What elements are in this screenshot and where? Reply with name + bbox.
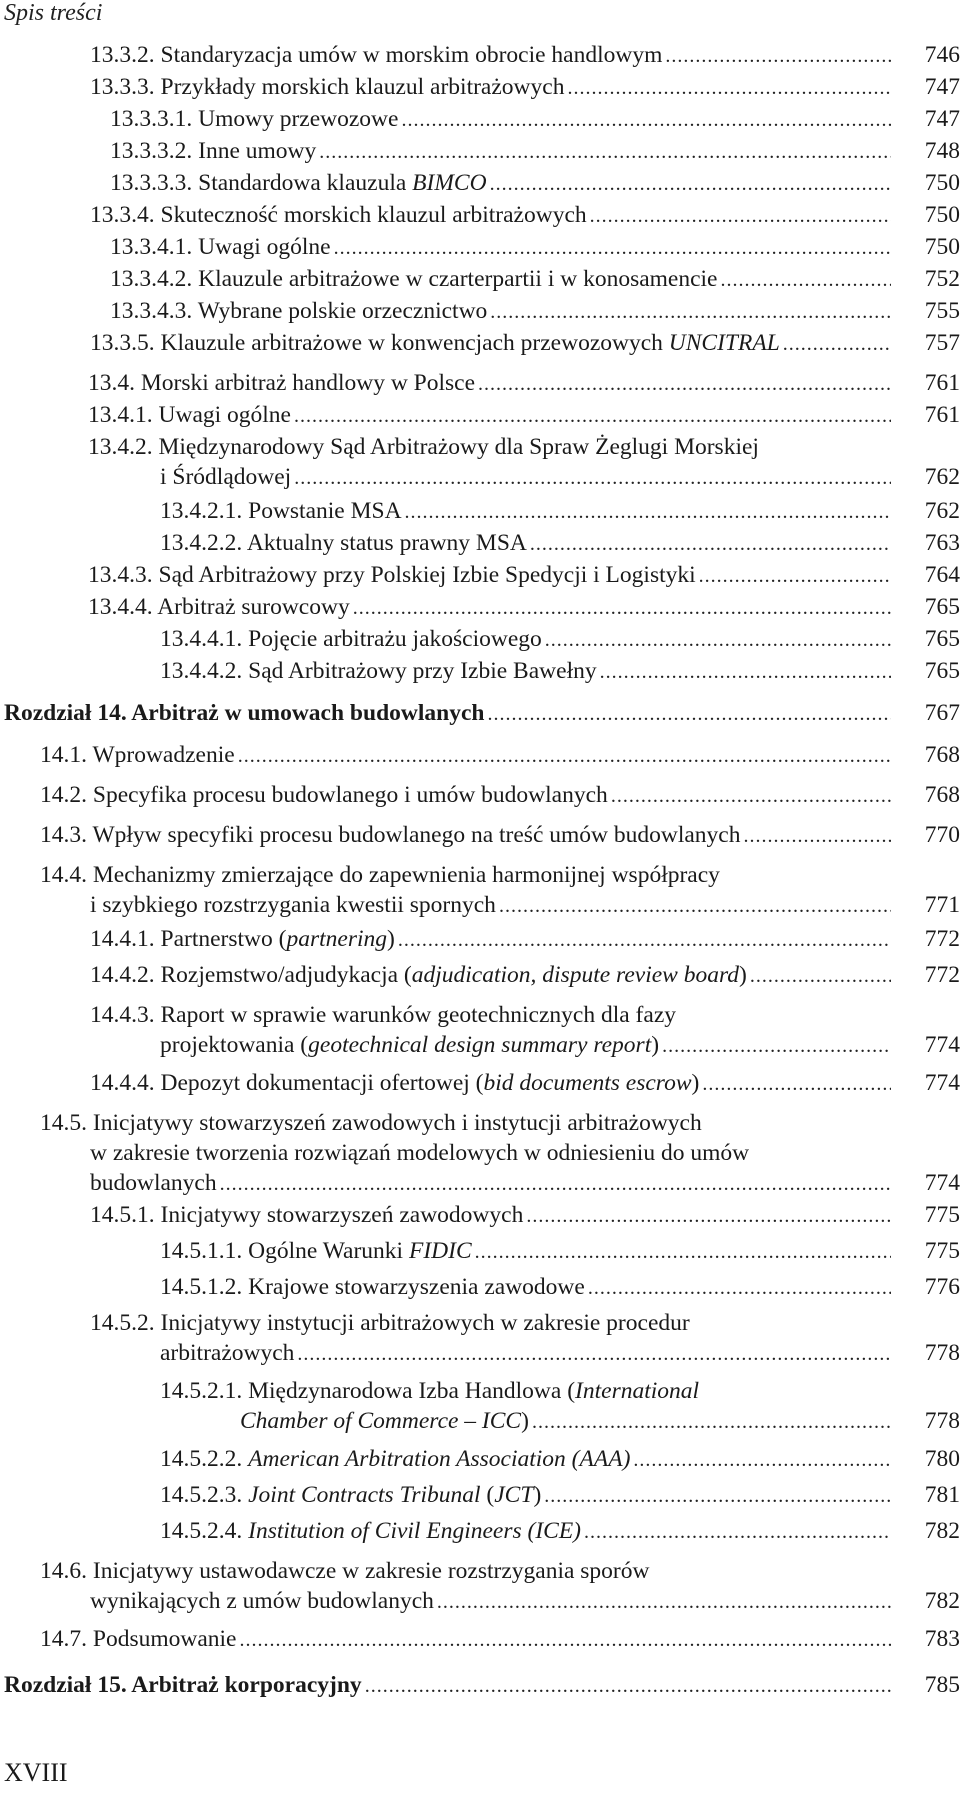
dot-leader <box>365 1671 891 1701</box>
toc-entry-title: Rozdział 15. Arbitraż korporacyjny <box>4 1672 362 1698</box>
running-header-title: Spis treści <box>4 0 103 26</box>
toc-entry-title: i szybkiego rozstrzygania kwestii spornych <box>90 892 496 918</box>
toc-page-number: 748 <box>924 138 960 164</box>
toc-page-number: 747 <box>924 106 960 132</box>
toc-entry-title: 13.3.3.1. Umowy przewozowe <box>110 106 399 132</box>
toc-entry-title: 13.3.3.3. Standardowa klauzula BIMCO <box>110 170 487 196</box>
dot-leader <box>665 41 891 71</box>
toc-page-number: 778 <box>924 1340 960 1366</box>
dot-leader <box>702 1069 891 1099</box>
dot-leader <box>783 329 891 359</box>
dot-leader <box>487 699 891 729</box>
toc-entry-title: 14.7. Podsumowanie <box>40 1626 237 1652</box>
dot-leader <box>475 1237 891 1267</box>
dot-leader <box>600 657 891 687</box>
toc-entry-title: 14.5.1. Inicjatywy stowarzyszeń zawodowych <box>90 1202 524 1228</box>
toc-entry-title: budowlanych <box>90 1170 217 1196</box>
toc-page-number: 765 <box>924 658 960 684</box>
toc-page-number: 776 <box>924 1274 960 1300</box>
dot-leader <box>590 201 891 231</box>
toc-page-number: 761 <box>924 402 960 428</box>
toc-entry-title: w zakresie tworzenia rozwiązań modelowych w odniesieniu do umów <box>90 1140 750 1166</box>
toc-entry-title: 13.4.2. Międzynarodowy Sąd Arbitrażowy dla Spraw Żeglugi Morskiej <box>88 434 759 460</box>
dot-leader <box>490 297 891 327</box>
dot-leader <box>401 105 891 135</box>
toc-entry-title: 14.4. Mechanizmy zmierzające do zapewnienia harmonijnej współpracy <box>40 862 720 888</box>
toc-entry-title: 13.4.2.1. Powstanie MSA <box>160 498 402 524</box>
dot-leader <box>545 625 891 655</box>
toc-entry-title: 14.5.2.1. Międzynarodowa Izba Handlowa (International <box>160 1378 700 1404</box>
toc-entry-title: 14.4.1. Partnerstwo (partnering) <box>90 926 395 952</box>
toc-entry-title: i Śródlądowej <box>160 464 292 490</box>
toc-page-number: 781 <box>924 1482 960 1508</box>
page-number: XVIII <box>4 1758 68 1787</box>
toc-page-number: 772 <box>924 926 960 952</box>
toc-page-number: 752 <box>924 266 960 292</box>
dot-leader <box>294 401 891 431</box>
toc-entry-title: 14.5.2.4. Institution of Civil Engineers (ICE) <box>160 1518 582 1544</box>
dot-leader <box>750 961 891 991</box>
toc-page-number: 746 <box>924 42 960 68</box>
toc-page-number: 782 <box>924 1588 960 1614</box>
dot-leader <box>662 1031 891 1061</box>
toc-entry-title: 14.4.2. Rozjemstwo/adjudykacja (adjudication, dispute review board) <box>90 962 747 988</box>
dot-leader <box>530 529 891 559</box>
toc-page-number: 762 <box>924 498 960 524</box>
toc-entry-title: 14.5.1.1. Ogólne Warunki FIDIC <box>160 1238 472 1264</box>
toc-entry-title: 13.3.3. Przykłady morskich klauzul arbitrażowych <box>90 74 565 100</box>
dot-leader <box>499 891 891 921</box>
dot-leader <box>353 593 891 623</box>
dot-leader <box>437 1587 891 1617</box>
toc-entry-title: 13.4.2.2. Aktualny status prawny MSA <box>160 530 527 556</box>
toc-entry-title: Chamber of Commerce – ICC) <box>240 1408 529 1434</box>
toc-entry-title: 14.1. Wprowadzenie <box>40 742 235 768</box>
toc-page-number: 785 <box>924 1672 960 1698</box>
dot-leader <box>611 781 891 811</box>
dot-leader <box>721 265 892 295</box>
dot-leader <box>220 1169 891 1199</box>
toc-page-number: 775 <box>924 1238 960 1264</box>
toc-entry-title: 14.5.1.2. Krajowe stowarzyszenia zawodowe <box>160 1274 585 1300</box>
dot-leader <box>532 1407 891 1437</box>
dot-leader <box>633 1445 891 1475</box>
dot-leader <box>544 1481 891 1511</box>
toc-entry-title: 14.5.2.3. Joint Contracts Tribunal (JCT) <box>160 1482 542 1508</box>
toc-page-number: 765 <box>924 626 960 652</box>
toc-page-number: 774 <box>924 1032 960 1058</box>
toc-entry-title: arbitrażowych <box>160 1340 295 1366</box>
dot-leader <box>405 497 891 527</box>
dot-leader <box>297 1339 891 1369</box>
toc-entry-title: 14.4.4. Depozyt dokumentacji ofertowej (bid documents escrow) <box>90 1070 700 1096</box>
toc-page-number: 774 <box>924 1070 960 1096</box>
toc-entry-title: wynikających z umów budowlanych <box>90 1588 434 1614</box>
dot-leader <box>490 169 891 199</box>
toc-page-number: 774 <box>924 1170 960 1196</box>
toc-page-number: 772 <box>924 962 960 988</box>
dot-leader <box>478 369 891 399</box>
dot-leader <box>398 925 891 955</box>
dot-leader <box>334 233 891 263</box>
toc-page-number: 782 <box>924 1518 960 1544</box>
toc-entry-title: 13.3.2. Standaryzacja umów w morskim obrocie handlowym <box>90 42 663 68</box>
dot-leader <box>319 137 891 167</box>
toc-page-number: 768 <box>924 782 960 808</box>
dot-leader <box>699 561 891 591</box>
toc-page-number: 768 <box>924 742 960 768</box>
toc-entry-title: 13.4. Morski arbitraż handlowy w Polsce <box>88 370 476 396</box>
toc-entry-title: projektowania (geotechnical design summary report) <box>160 1032 660 1058</box>
toc-page-number: 750 <box>924 170 960 196</box>
toc-entry-title: 14.2. Specyfika procesu budowlanego i umów budowlanych <box>40 782 608 808</box>
toc-entry-title: 13.4.4.1. Pojęcie arbitrażu jakościowego <box>160 626 542 652</box>
toc-page-number: 767 <box>924 700 960 726</box>
toc-entry-title: 14.3. Wpływ specyfiki procesu budowlanego na treść umów budowlanych <box>40 822 741 848</box>
toc-entry-title: 13.3.4.2. Klauzule arbitrażowe w czarterpartii i w konosamencie <box>110 266 718 292</box>
toc-entry-title: 13.3.3.2. Inne umowy <box>110 138 317 164</box>
toc-entry-title: 14.5.2.2. American Arbitration Association (AAA) <box>160 1446 631 1472</box>
dot-leader <box>588 1273 891 1303</box>
toc-page-number: 747 <box>924 74 960 100</box>
toc-entry-title: 14.5.2. Inicjatywy instytucji arbitrażowych w zakresie procedur <box>90 1310 690 1336</box>
toc-page-number: 771 <box>924 892 960 918</box>
toc-entry-title: 14.4.3. Raport w sprawie warunków geotechnicznych dla fazy <box>90 1002 676 1028</box>
dot-leader <box>744 821 892 851</box>
toc-page-number: 764 <box>924 562 960 588</box>
toc-entry-title: 13.4.3. Sąd Arbitrażowy przy Polskiej Izbie Spedycji i Logistyki <box>88 562 696 588</box>
toc-entry-title: Rozdział 14. Arbitraż w umowach budowlanych <box>4 700 485 726</box>
toc-entry-title: 13.3.4.1. Uwagi ogólne <box>110 234 331 260</box>
toc-entry-title: 13.4.1. Uwagi ogólne <box>88 402 291 428</box>
toc-entry-title: 13.3.5. Klauzule arbitrażowe w konwencjach przewozowych UNCITRAL <box>90 330 780 356</box>
toc-page-number: 783 <box>924 1626 960 1652</box>
toc-page-number: 775 <box>924 1202 960 1228</box>
dot-leader <box>584 1517 891 1547</box>
toc-entry-title: 14.6. Inicjatywy ustawodawcze w zakresie rozstrzygania sporów <box>40 1558 650 1584</box>
dot-leader <box>567 73 891 103</box>
toc-page-number: 763 <box>924 530 960 556</box>
toc-entry-title: 13.4.4. Arbitraż surowcowy <box>88 594 350 620</box>
toc-page-number: 761 <box>924 370 960 396</box>
toc-entry-title: 13.3.4. Skuteczność morskich klauzul arbitrażowych <box>90 202 587 228</box>
toc-page-number: 750 <box>924 202 960 228</box>
toc-page-number: 750 <box>924 234 960 260</box>
dot-leader <box>294 463 891 493</box>
toc-page-number: 780 <box>924 1446 960 1472</box>
toc-page-number: 778 <box>924 1408 960 1434</box>
dot-leader <box>238 741 891 771</box>
toc-entry-title: 13.4.4.2. Sąd Arbitrażowy przy Izbie Bawełny <box>160 658 597 684</box>
toc-page-number: 765 <box>924 594 960 620</box>
toc-page-number: 770 <box>924 822 960 848</box>
dot-leader <box>239 1625 891 1655</box>
toc-entry-title: 13.3.4.3. Wybrane polskie orzecznictwo <box>110 298 488 324</box>
toc-page-number: 755 <box>924 298 960 324</box>
toc-entry-title: 14.5. Inicjatywy stowarzyszeń zawodowych i instytucji arbitrażowych <box>40 1110 702 1136</box>
dot-leader <box>526 1201 891 1231</box>
toc-page-number: 757 <box>924 330 960 356</box>
toc-page-number: 762 <box>924 464 960 490</box>
